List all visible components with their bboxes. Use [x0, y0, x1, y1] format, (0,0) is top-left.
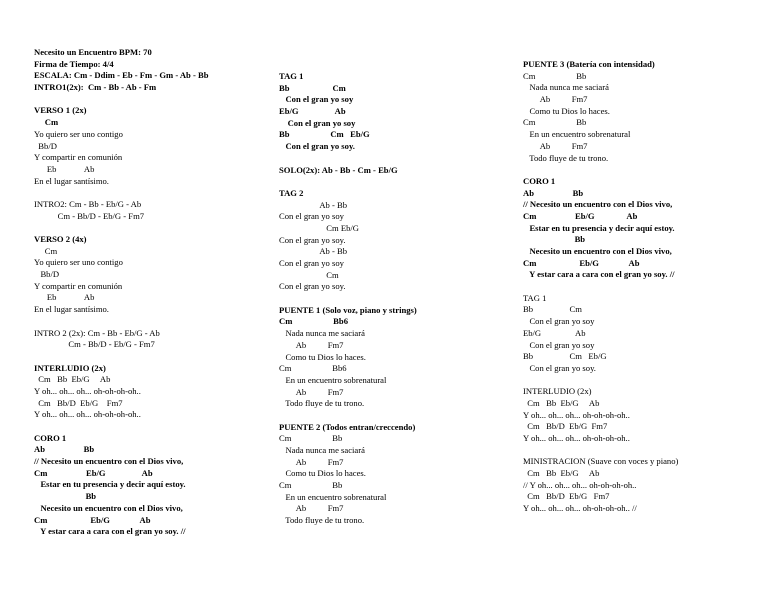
song-line: Eb/G Ab — [279, 106, 346, 117]
song-line: Ab Fm7 — [279, 386, 344, 397]
song-line: INTERLUDIO (2x) — [34, 362, 106, 373]
song-line: Cm Bb Eb/G Ab — [34, 374, 111, 385]
song-line: Necesito un encuentro con el Dios vivo, — [34, 502, 183, 513]
song-line: Nada nunca me saciará — [523, 82, 609, 93]
song-line: Firma de Tiempo: 4/4 — [34, 58, 114, 69]
song-line: Como tu Dios lo haces. — [523, 105, 610, 116]
song-line: Y oh... oh... oh... oh-oh-oh-oh.. — [34, 409, 141, 420]
song-line: // Necesito un encuentro con el Dios vivo, — [34, 456, 184, 467]
song-line: SOLO(2x): Ab - Bb - Cm - Eb/G — [279, 164, 398, 175]
song-line: TAG 2 — [279, 187, 304, 198]
song-line: ESCALA: Cm - Ddim - Eb - Fm - Gm - Ab - Bb — [34, 70, 209, 81]
song-line: Necesito un encuentro con el Dios vivo, — [523, 246, 672, 256]
line-gap — [279, 153, 509, 165]
song-line: Cm Bb/D Eb/G Fm7 — [34, 397, 123, 408]
song-line: Bb — [523, 234, 586, 245]
song-line: Bb/D — [34, 269, 60, 280]
song-line: Cm Bb Eb/G Ab — [523, 468, 600, 479]
song-line: Con el gran yo soy. — [523, 362, 596, 373]
song-line: TAG 1 — [523, 292, 547, 303]
song-line: Cm Bb — [279, 480, 343, 491]
song-line: CORO 1 — [523, 175, 556, 186]
song-line: Bb/D — [34, 140, 57, 151]
song-line: Y oh... oh... oh... oh-oh-oh-oh.. — [523, 433, 630, 443]
song-line: Nada nunca me saciará — [279, 328, 365, 339]
song-line: Eb Ab — [34, 292, 95, 303]
song-line: Cm Eb/G Ab — [34, 514, 151, 525]
line-gap — [34, 187, 259, 199]
song-line: Bb Cm Eb/G — [279, 129, 370, 140]
song-line: VERSO 1 (2x) — [34, 105, 87, 116]
song-line: Y compartir en comunión — [34, 152, 123, 163]
column-right — [523, 59, 758, 515]
song-line: TAG 1 — [279, 71, 304, 81]
song-line: Con el gran yo soy. — [279, 281, 346, 292]
song-line: Con el gran yo soy — [523, 316, 595, 327]
song-line: En un encuentro sobrenatural — [523, 129, 631, 140]
song-line: Y compartir en comunión — [34, 280, 123, 291]
song-line: Cm - Bb/D - Eb/G - Fm7 — [34, 339, 155, 350]
song-line: Bb — [34, 491, 97, 502]
song-line: Ab Fm7 — [523, 140, 588, 151]
song-line: Necesito un Encuentro BPM: 70 — [34, 47, 152, 57]
song-line: INTRO1(2x): Cm - Bb - Ab - Fm — [34, 82, 157, 93]
song-line: Cm Bb — [523, 70, 587, 81]
song-line: CORO 1 — [34, 432, 67, 443]
song-line: VERSO 2 (4x) — [34, 234, 87, 244]
song-line: Con el gran yo soy — [279, 211, 344, 222]
line-gap — [34, 222, 259, 234]
song-line: Ab Fm7 — [279, 503, 344, 514]
song-line: Yo quiero ser uno contigo — [34, 257, 123, 268]
song-line: Con el gran yo soy — [279, 258, 344, 268]
song-line: MINISTRACION (Suave con voces y piano) — [523, 456, 679, 467]
song-line: PUENTE 3 (Batería con intensidad) — [523, 59, 655, 69]
song-line: INTRO 2 (2x): Cm - Bb - Eb/G - Ab — [34, 327, 160, 338]
song-line: En el lugar santísimo. — [34, 175, 109, 186]
song-line: Y estar cara a cara con el gran yo soy. // — [34, 526, 186, 537]
song-line: Como tu Dios lo haces. — [279, 351, 366, 362]
song-line: Cm — [279, 269, 339, 280]
song-line: Ab Fm7 — [279, 456, 344, 467]
song-line: Ab Fm7 — [523, 94, 588, 105]
song-line: Cm Eb/G — [279, 222, 359, 233]
line-gap — [34, 94, 259, 106]
song-line: Cm Bb Eb/G Ab — [523, 397, 600, 408]
line-gap — [523, 375, 758, 387]
song-line: Ab Bb — [523, 187, 584, 198]
song-line: Y oh... oh... oh... oh-oh-oh-oh.. — [523, 409, 630, 420]
song-line: Todo fluye de tu trono. — [279, 515, 365, 526]
song-line: Yo quiero ser uno contigo — [34, 128, 123, 139]
song-line: Cm - Bb/D - Eb/G - Fm7 — [34, 210, 145, 221]
line-gap — [523, 445, 758, 457]
song-line: Cm Bb — [523, 117, 587, 128]
song-line: Ab Fm7 — [279, 339, 344, 350]
song-line: Cm Bb/D Eb/G Fm7 — [523, 421, 608, 432]
song-line: Todo fluye de tu trono. — [523, 152, 609, 163]
line-gap — [523, 281, 758, 293]
song-line: Cm Bb6 — [279, 363, 347, 374]
song-line: Con el gran yo soy — [523, 339, 595, 350]
song-line: Y oh... oh... oh... oh-oh-oh-oh.. — [34, 385, 141, 396]
line-gap — [279, 176, 509, 188]
song-line: // Y oh... oh... oh... oh-oh-oh-oh.. — [523, 479, 637, 490]
song-line: Cm Bb — [279, 433, 343, 444]
song-line: Y estar cara a cara con el gran yo soy. // — [523, 269, 675, 280]
column-middle — [279, 71, 509, 527]
song-line: Bb Cm — [523, 304, 582, 315]
song-line: En un encuentro sobrenatural — [279, 374, 387, 385]
song-line: Con el gran yo soy — [279, 94, 354, 105]
song-line: Cm Bb/D Eb/G Fm7 — [523, 491, 610, 502]
song-line: Ab - Bb — [279, 199, 348, 210]
song-line: Cm — [34, 117, 59, 128]
line-gap — [34, 351, 259, 363]
song-line: Eb Ab — [34, 163, 95, 174]
song-line: Cm — [34, 245, 58, 256]
song-line: Eb/G Ab — [523, 327, 586, 338]
song-line: Estar en tu presencia y decir aquí estoy. — [523, 222, 675, 233]
song-line: Cm Eb/G Ab — [523, 257, 640, 268]
song-line: Nada nunca me saciará — [279, 445, 365, 455]
song-line: Con el gran yo soy. — [279, 141, 355, 152]
song-line: // Necesito un encuentro con el Dios vivo, — [523, 199, 673, 210]
line-gap — [523, 164, 758, 176]
line-gap — [279, 293, 509, 305]
song-line: Con el gran yo soy. — [279, 234, 346, 245]
song-line: Ab Bb — [34, 444, 95, 455]
song-line: INTRO2: Cm - Bb - Eb/G - Ab — [34, 198, 142, 209]
song-line: En el lugar santísimo. — [34, 304, 109, 315]
song-line: Con el gran yo soy — [279, 117, 356, 128]
column-left — [34, 47, 259, 538]
song-line: Bb Cm — [279, 82, 346, 93]
song-line: Cm Bb6 — [279, 316, 348, 327]
line-gap — [279, 410, 509, 422]
song-line: Ab - Bb — [279, 246, 348, 257]
song-line: Cm Eb/G Ab — [34, 467, 153, 478]
song-line: Bb Cm Eb/G — [523, 351, 607, 362]
song-line: PUENTE 1 (Solo voz, piano y strings) — [279, 304, 417, 315]
song-line: Y oh... oh... oh... oh-oh-oh-oh.. // — [523, 503, 637, 514]
song-line: Como tu Dios lo haces. — [279, 468, 366, 479]
song-line: Cm Eb/G Ab — [523, 210, 638, 221]
line-gap — [34, 421, 259, 433]
song-line: Todo fluye de tu trono. — [279, 398, 365, 409]
song-line: En un encuentro sobrenatural — [279, 491, 387, 502]
line-gap — [34, 316, 259, 328]
song-line: PUENTE 2 (Todos entran/creccendo) — [279, 421, 416, 432]
song-line: INTERLUDIO (2x) — [523, 386, 592, 397]
song-line: Estar en tu presencia y decir aquí estoy. — [34, 479, 186, 490]
